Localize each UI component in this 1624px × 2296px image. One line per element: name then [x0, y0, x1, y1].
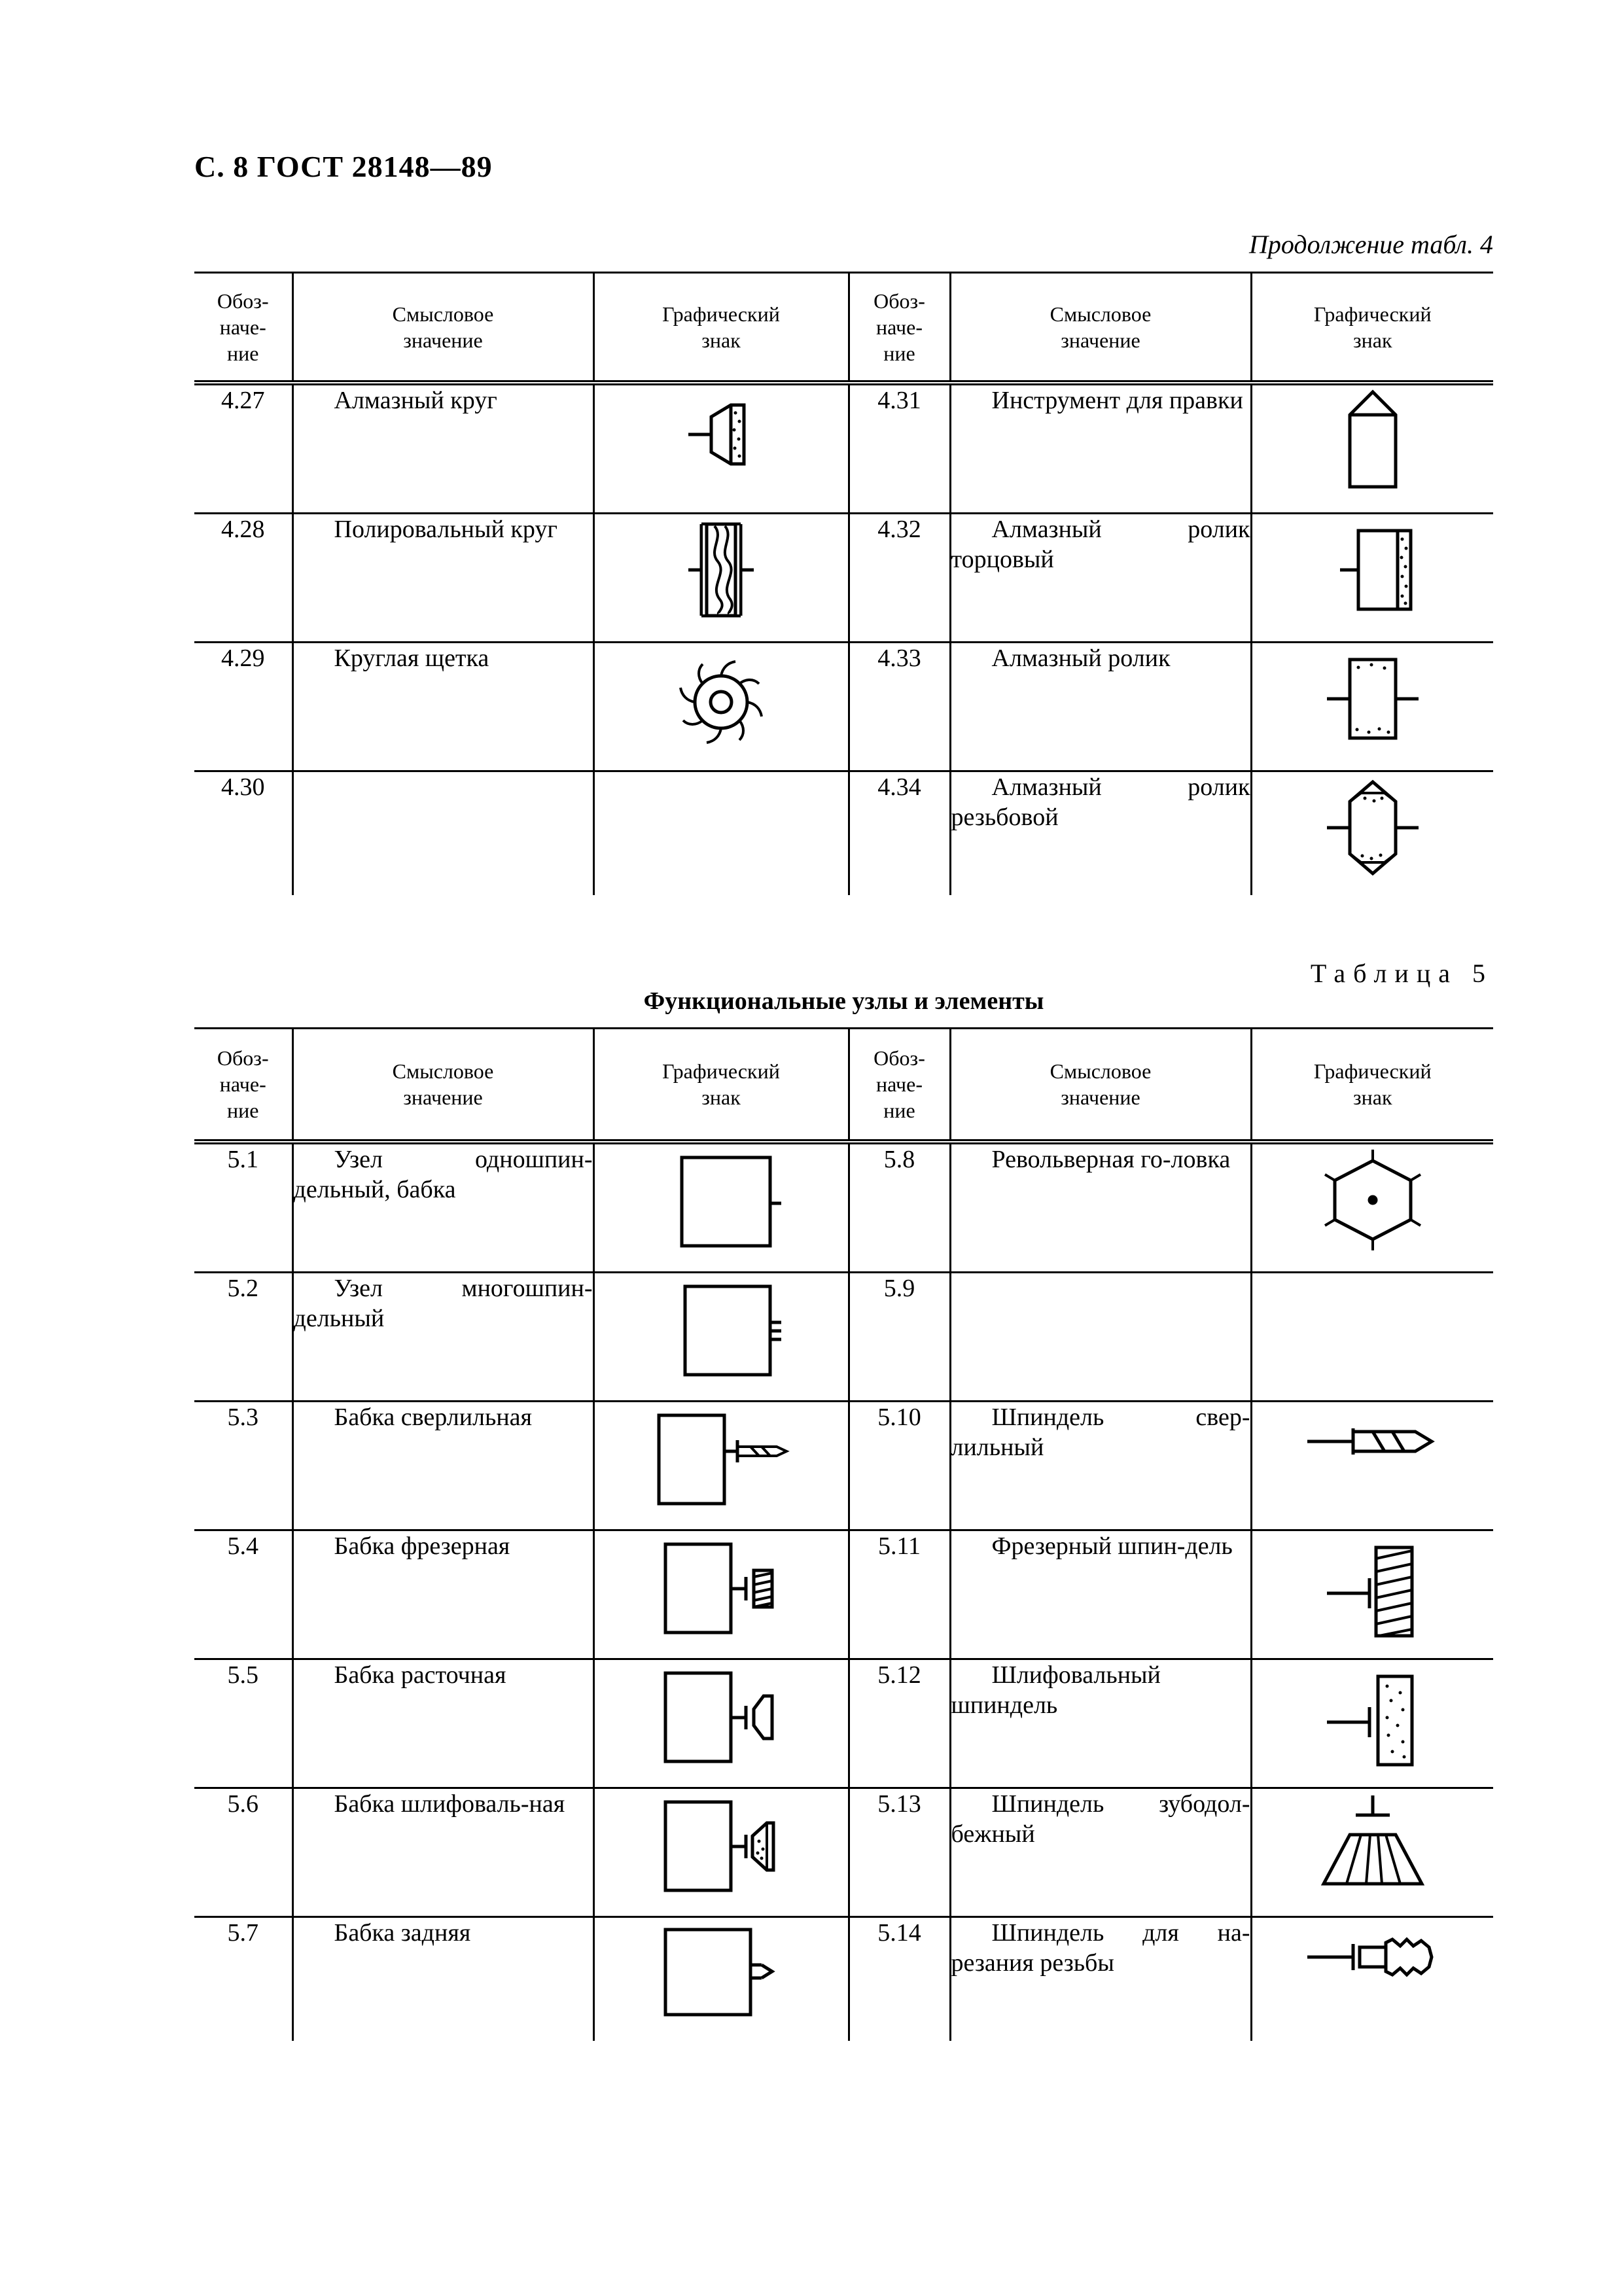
row-meaning: Узел одношпин-дельный, бабка — [292, 1142, 593, 1273]
row-meaning: Бабка задняя — [292, 1917, 593, 2041]
thread-diamond-roller-icon — [1314, 772, 1432, 883]
row-meaning: Круглая щетка — [292, 643, 593, 771]
table-row — [194, 1659, 1493, 1788]
row-sign — [593, 1530, 849, 1659]
header-meaning-text: Смысловое значение — [392, 1059, 494, 1109]
row-code: 4.27 — [194, 383, 292, 514]
row-code: 5.8 — [849, 1142, 950, 1273]
row-code: 4.28 — [194, 514, 292, 643]
row-meaning: Алмазный ролик резьбовой — [950, 771, 1251, 896]
header-sign-text: Графический знак — [1313, 302, 1432, 352]
page-header: С. 8 ГОСТ 28148—89 — [194, 150, 493, 183]
row-meaning: Алмазный ролик — [950, 643, 1251, 771]
table-row — [194, 1530, 1493, 1659]
row-meaning: Бабка расточная — [292, 1659, 593, 1788]
threading-spindle-icon — [1301, 1918, 1445, 1996]
row-code: 5.11 — [849, 1530, 950, 1659]
table-row — [194, 383, 1493, 514]
row-sign — [593, 1917, 849, 2041]
row-meaning: Шпиндель для на-резания резьбы — [950, 1917, 1251, 2041]
row-code: 5.5 — [194, 1659, 292, 1788]
header-sign-text: Графический знак — [662, 1059, 780, 1109]
row-meaning: Фрезерный шпин-дель — [950, 1530, 1251, 1659]
header-code-text: Обоз- наче- ние — [874, 289, 925, 365]
row-meaning: Инструмент для правки — [950, 383, 1251, 514]
header-meaning-text: Смысловое значение — [1050, 302, 1152, 352]
header-meaning-text: Смысловое значение — [1050, 1059, 1152, 1109]
row-sign — [1251, 1788, 1493, 1917]
row-code: 5.7 — [194, 1917, 292, 2041]
row-meaning: Алмазный ролик торцовый — [950, 514, 1251, 643]
row-code: 5.6 — [194, 1788, 292, 1917]
row-code: 4.29 — [194, 643, 292, 771]
table4-header-row — [194, 273, 1493, 383]
header-meaning — [950, 1029, 1251, 1142]
grinding-head-icon — [643, 1789, 800, 1900]
header-code-text: Обоз- наче- ние — [874, 1046, 925, 1122]
row-sign — [1251, 514, 1493, 643]
table5-title: Функциональные узлы и элементы — [643, 987, 1044, 1015]
row-code: 5.1 — [194, 1142, 292, 1273]
drilling-spindle-icon — [1301, 1402, 1445, 1481]
header-meaning — [292, 1029, 593, 1142]
table-row — [194, 643, 1493, 771]
header-meaning — [292, 273, 593, 383]
row-sign — [593, 1659, 849, 1788]
row-meaning: Револьверная го-ловка — [950, 1142, 1251, 1273]
table5-header-row — [194, 1029, 1493, 1142]
row-code: 4.31 — [849, 383, 950, 514]
table-row — [194, 1142, 1493, 1273]
row-sign — [593, 1788, 849, 1917]
table-row — [194, 1788, 1493, 1917]
row-meaning: Узел многошпин-дельный — [292, 1273, 593, 1402]
header-code-text: Обоз- наче- ние — [217, 1046, 269, 1122]
tailstock-icon — [643, 1918, 800, 2029]
milling-spindle-icon — [1307, 1531, 1438, 1642]
row-code: 4.30 — [194, 771, 292, 896]
dressing-tool-icon — [1333, 385, 1412, 497]
turret-head-icon — [1307, 1144, 1438, 1256]
row-code: 5.3 — [194, 1402, 292, 1530]
header-sign-text: Графический знак — [662, 302, 780, 352]
row-sign — [593, 1142, 849, 1273]
single-spindle-unit-icon — [656, 1144, 786, 1256]
row-meaning: Шпиндель свер-лильный — [950, 1402, 1251, 1530]
row-sign — [593, 1273, 849, 1402]
row-meaning: Шпиндель зубодол-бежный — [950, 1788, 1251, 1917]
header-code — [849, 1029, 950, 1142]
header-code — [194, 273, 292, 383]
row-sign — [1251, 1530, 1493, 1659]
row-sign — [1251, 771, 1493, 896]
table5-caption: Таблица 5 — [1310, 959, 1493, 988]
boring-head-icon — [643, 1660, 800, 1771]
table5 — [194, 1027, 1493, 2041]
row-meaning — [950, 1273, 1251, 1402]
header-meaning-text: Смысловое значение — [392, 302, 494, 352]
header-sign — [593, 1029, 849, 1142]
diamond-wheel-icon — [662, 385, 780, 484]
gear-shaping-spindle-icon — [1301, 1789, 1445, 1900]
row-sign — [1251, 1917, 1493, 2041]
row-code: 5.4 — [194, 1530, 292, 1659]
drilling-head-icon — [643, 1402, 800, 1513]
grinding-spindle-icon — [1307, 1660, 1438, 1771]
row-sign — [593, 514, 849, 643]
row-code: 5.13 — [849, 1788, 950, 1917]
header-sign — [1251, 273, 1493, 383]
multi-spindle-unit-icon — [656, 1273, 786, 1385]
table-row — [194, 514, 1493, 643]
row-sign — [1251, 643, 1493, 771]
table-row — [194, 1917, 1493, 2041]
row-code: 4.33 — [849, 643, 950, 771]
header-sign — [593, 273, 849, 383]
milling-head-icon — [643, 1531, 800, 1642]
row-meaning: Бабка шлифоваль-ная — [292, 1788, 593, 1917]
row-sign — [593, 771, 849, 896]
row-code: 5.2 — [194, 1273, 292, 1402]
row-code: 5.10 — [849, 1402, 950, 1530]
row-sign — [1251, 1402, 1493, 1530]
table-row — [194, 1273, 1493, 1402]
table4 — [194, 272, 1493, 895]
round-brush-icon — [662, 643, 780, 761]
row-meaning: Шлифовальный шпиндель — [950, 1659, 1251, 1788]
header-sign-text: Графический знак — [1313, 1059, 1432, 1109]
row-meaning: Полировальный круг — [292, 514, 593, 643]
row-code: 5.9 — [849, 1273, 950, 1402]
row-sign — [593, 643, 849, 771]
row-code: 4.32 — [849, 514, 950, 643]
row-sign — [1251, 1273, 1493, 1402]
row-meaning: Бабка сверлильная — [292, 1402, 593, 1530]
header-code — [849, 273, 950, 383]
header-code-text: Обоз- наче- ние — [217, 289, 269, 365]
row-code: 4.34 — [849, 771, 950, 896]
row-sign — [1251, 1659, 1493, 1788]
header-sign — [1251, 1029, 1493, 1142]
header-meaning — [950, 273, 1251, 383]
row-sign — [1251, 1142, 1493, 1273]
row-sign — [1251, 383, 1493, 514]
table-row — [194, 771, 1493, 896]
row-sign — [593, 383, 849, 514]
row-code: 5.12 — [849, 1659, 950, 1788]
table-row — [194, 1402, 1493, 1530]
row-meaning: Бабка фрезерная — [292, 1530, 593, 1659]
row-sign — [593, 1402, 849, 1530]
diamond-roller-icon — [1314, 643, 1432, 754]
face-diamond-roller-icon — [1314, 514, 1432, 626]
table4-continuation-caption: Продолжение табл. 4 — [1248, 230, 1493, 259]
row-meaning: Алмазный круг — [292, 383, 593, 514]
row-code: 5.14 — [849, 1917, 950, 2041]
header-code — [194, 1029, 292, 1142]
row-meaning — [292, 771, 593, 896]
polishing-wheel-icon — [662, 514, 780, 626]
